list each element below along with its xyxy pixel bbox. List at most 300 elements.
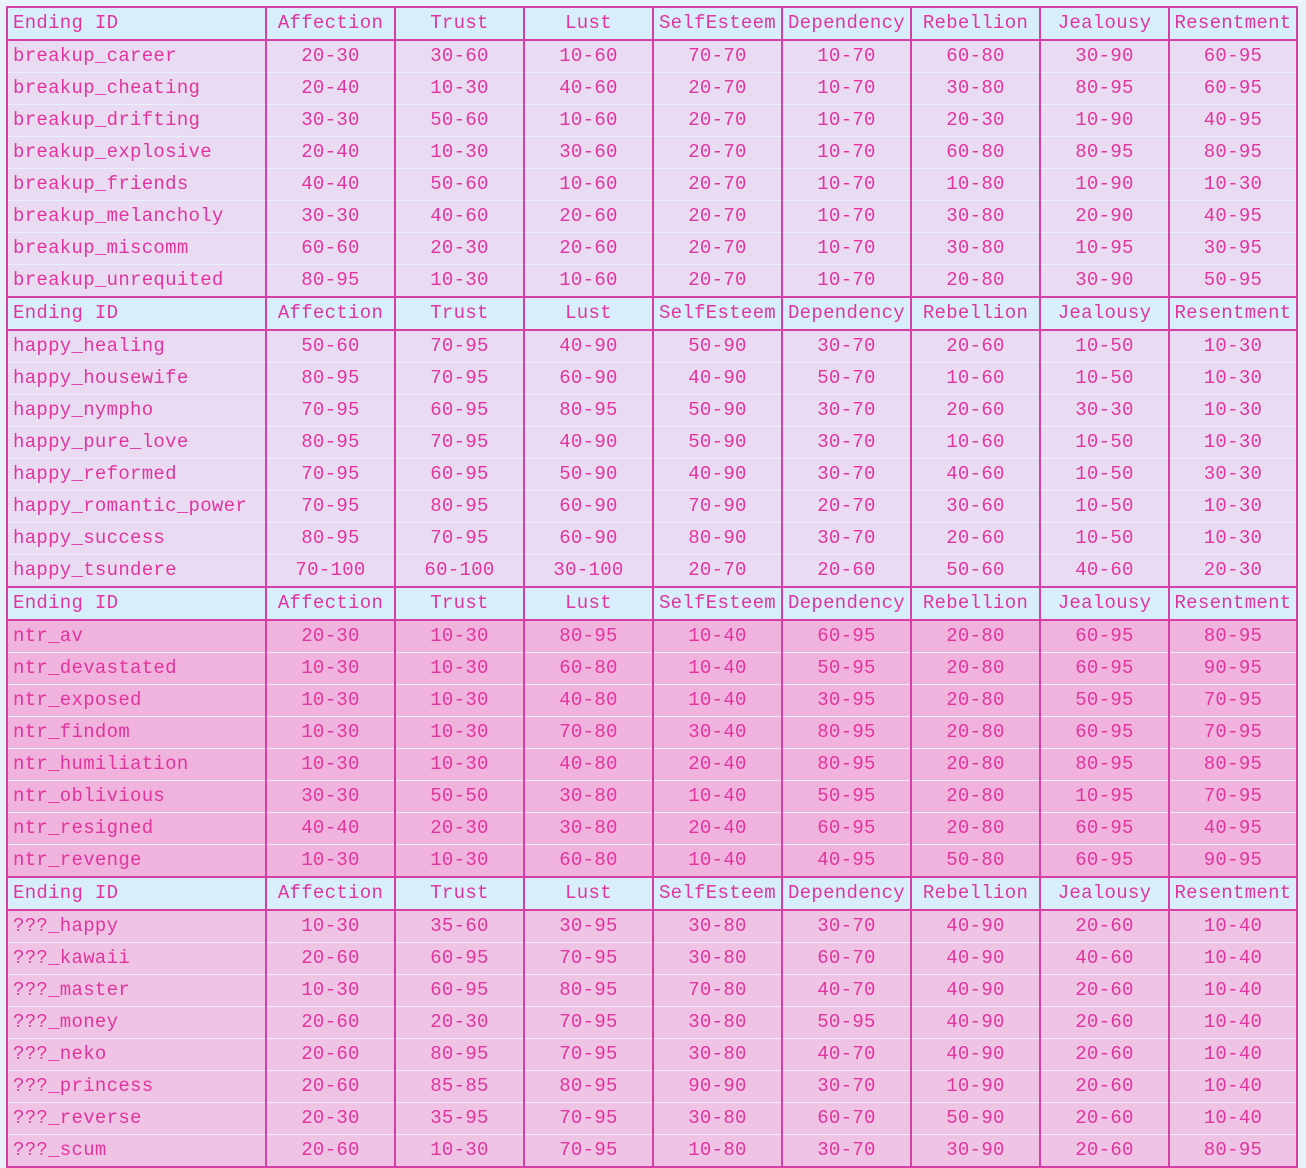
cell-dependency[interactable]: 40-95 (782, 845, 911, 878)
cell-jealousy[interactable]: 20-60 (1040, 1039, 1169, 1071)
cell-affection[interactable]: 20-60 (266, 1135, 395, 1168)
cell-jealousy[interactable]: 10-50 (1040, 330, 1169, 363)
cell-lust[interactable]: 80-95 (524, 620, 653, 653)
cell-dependency[interactable]: 50-70 (782, 363, 911, 395)
cell-ending-id[interactable]: ntr_devastated (7, 653, 266, 685)
cell-ending-id[interactable]: ntr_av (7, 620, 266, 653)
cell-rebellion[interactable]: 30-80 (911, 201, 1040, 233)
cell-ending-id[interactable]: happy_success (7, 523, 266, 555)
cell-resentment[interactable]: 70-95 (1169, 685, 1297, 717)
cell-lust[interactable]: 80-95 (524, 395, 653, 427)
cell-ending-id[interactable]: breakup_unrequited (7, 265, 266, 298)
column-header-resentment[interactable]: Resentment (1169, 297, 1297, 330)
cell-dependency[interactable]: 60-95 (782, 620, 911, 653)
cell-jealousy[interactable]: 60-95 (1040, 845, 1169, 878)
cell-selfesteem[interactable]: 10-80 (653, 1135, 782, 1168)
cell-selfesteem[interactable]: 70-80 (653, 975, 782, 1007)
cell-dependency[interactable]: 30-95 (782, 685, 911, 717)
cell-ending-id[interactable]: ntr_resigned (7, 813, 266, 845)
cell-jealousy[interactable]: 60-95 (1040, 653, 1169, 685)
cell-ending-id[interactable]: ???_kawaii (7, 943, 266, 975)
cell-rebellion[interactable]: 60-80 (911, 40, 1040, 73)
cell-ending-id[interactable]: ???_reverse (7, 1103, 266, 1135)
cell-trust[interactable]: 50-60 (395, 169, 524, 201)
cell-selfesteem[interactable]: 20-70 (653, 555, 782, 588)
cell-lust[interactable]: 70-95 (524, 943, 653, 975)
column-header-ending-id[interactable]: Ending ID (7, 877, 266, 910)
cell-resentment[interactable]: 60-95 (1169, 73, 1297, 105)
cell-trust[interactable]: 10-30 (395, 1135, 524, 1168)
cell-affection[interactable]: 60-60 (266, 233, 395, 265)
cell-affection[interactable]: 20-30 (266, 40, 395, 73)
cell-trust[interactable]: 70-95 (395, 427, 524, 459)
cell-trust[interactable]: 35-95 (395, 1103, 524, 1135)
cell-lust[interactable]: 30-60 (524, 137, 653, 169)
cell-dependency[interactable]: 30-70 (782, 1135, 911, 1168)
cell-ending-id[interactable]: ???_master (7, 975, 266, 1007)
cell-dependency[interactable]: 40-70 (782, 975, 911, 1007)
column-header-ending-id[interactable]: Ending ID (7, 297, 266, 330)
cell-trust[interactable]: 80-95 (395, 491, 524, 523)
column-header-lust[interactable]: Lust (524, 297, 653, 330)
cell-lust[interactable]: 50-90 (524, 459, 653, 491)
cell-affection[interactable]: 70-100 (266, 555, 395, 588)
column-header-selfesteem[interactable]: SelfEsteem (653, 7, 782, 40)
cell-resentment[interactable]: 10-30 (1169, 427, 1297, 459)
cell-dependency[interactable]: 30-70 (782, 330, 911, 363)
column-header-resentment[interactable]: Resentment (1169, 587, 1297, 620)
cell-ending-id[interactable]: breakup_cheating (7, 73, 266, 105)
cell-jealousy[interactable]: 40-60 (1040, 555, 1169, 588)
cell-lust[interactable]: 70-95 (524, 1103, 653, 1135)
cell-dependency[interactable]: 30-70 (782, 523, 911, 555)
cell-resentment[interactable]: 10-30 (1169, 169, 1297, 201)
cell-resentment[interactable]: 90-95 (1169, 845, 1297, 878)
cell-trust[interactable]: 10-30 (395, 265, 524, 298)
cell-resentment[interactable]: 10-40 (1169, 910, 1297, 943)
cell-ending-id[interactable]: ???_neko (7, 1039, 266, 1071)
cell-trust[interactable]: 60-100 (395, 555, 524, 588)
cell-resentment[interactable]: 40-95 (1169, 105, 1297, 137)
cell-affection[interactable]: 70-95 (266, 459, 395, 491)
cell-dependency[interactable]: 30-70 (782, 459, 911, 491)
column-header-dependency[interactable]: Dependency (782, 587, 911, 620)
cell-rebellion[interactable]: 40-60 (911, 459, 1040, 491)
cell-selfesteem[interactable]: 10-40 (653, 781, 782, 813)
cell-ending-id[interactable]: happy_romantic_power (7, 491, 266, 523)
cell-ending-id[interactable]: happy_tsundere (7, 555, 266, 588)
cell-rebellion[interactable]: 10-80 (911, 169, 1040, 201)
cell-jealousy[interactable]: 10-50 (1040, 427, 1169, 459)
cell-trust[interactable]: 20-30 (395, 233, 524, 265)
cell-selfesteem[interactable]: 20-70 (653, 233, 782, 265)
cell-lust[interactable]: 70-80 (524, 717, 653, 749)
cell-lust[interactable]: 40-80 (524, 685, 653, 717)
cell-lust[interactable]: 60-90 (524, 363, 653, 395)
column-header-jealousy[interactable]: Jealousy (1040, 7, 1169, 40)
cell-trust[interactable]: 10-30 (395, 749, 524, 781)
cell-dependency[interactable]: 30-70 (782, 910, 911, 943)
cell-resentment[interactable]: 10-40 (1169, 975, 1297, 1007)
cell-selfesteem[interactable]: 20-40 (653, 749, 782, 781)
column-header-affection[interactable]: Affection (266, 587, 395, 620)
cell-rebellion[interactable]: 40-90 (911, 1007, 1040, 1039)
cell-affection[interactable]: 10-30 (266, 910, 395, 943)
cell-rebellion[interactable]: 20-60 (911, 395, 1040, 427)
cell-selfesteem[interactable]: 40-90 (653, 459, 782, 491)
cell-resentment[interactable]: 40-95 (1169, 201, 1297, 233)
cell-resentment[interactable]: 10-30 (1169, 395, 1297, 427)
cell-dependency[interactable]: 60-70 (782, 1103, 911, 1135)
cell-lust[interactable]: 80-95 (524, 1071, 653, 1103)
cell-selfesteem[interactable]: 30-80 (653, 910, 782, 943)
cell-jealousy[interactable]: 60-95 (1040, 620, 1169, 653)
cell-jealousy[interactable]: 30-90 (1040, 40, 1169, 73)
column-header-selfesteem[interactable]: SelfEsteem (653, 587, 782, 620)
cell-selfesteem[interactable]: 10-40 (653, 845, 782, 878)
cell-affection[interactable]: 20-60 (266, 943, 395, 975)
column-header-dependency[interactable]: Dependency (782, 297, 911, 330)
cell-rebellion[interactable]: 20-80 (911, 781, 1040, 813)
cell-selfesteem[interactable]: 20-70 (653, 201, 782, 233)
cell-jealousy[interactable]: 80-95 (1040, 749, 1169, 781)
cell-ending-id[interactable]: happy_healing (7, 330, 266, 363)
cell-trust[interactable]: 70-95 (395, 523, 524, 555)
cell-dependency[interactable]: 10-70 (782, 265, 911, 298)
cell-selfesteem[interactable]: 80-90 (653, 523, 782, 555)
cell-rebellion[interactable]: 30-80 (911, 233, 1040, 265)
cell-dependency[interactable]: 10-70 (782, 169, 911, 201)
cell-lust[interactable]: 70-95 (524, 1039, 653, 1071)
cell-trust[interactable]: 80-95 (395, 1039, 524, 1071)
cell-lust[interactable]: 40-80 (524, 749, 653, 781)
column-header-trust[interactable]: Trust (395, 297, 524, 330)
cell-rebellion[interactable]: 20-80 (911, 813, 1040, 845)
cell-ending-id[interactable]: ntr_exposed (7, 685, 266, 717)
cell-jealousy[interactable]: 10-95 (1040, 233, 1169, 265)
cell-dependency[interactable]: 50-95 (782, 653, 911, 685)
column-header-lust[interactable]: Lust (524, 7, 653, 40)
cell-ending-id[interactable]: ntr_findom (7, 717, 266, 749)
cell-trust[interactable]: 40-60 (395, 201, 524, 233)
cell-rebellion[interactable]: 30-80 (911, 73, 1040, 105)
cell-ending-id[interactable]: happy_nympho (7, 395, 266, 427)
cell-dependency[interactable]: 50-95 (782, 1007, 911, 1039)
cell-lust[interactable]: 20-60 (524, 201, 653, 233)
cell-ending-id[interactable]: ???_money (7, 1007, 266, 1039)
cell-affection[interactable]: 10-30 (266, 749, 395, 781)
cell-jealousy[interactable]: 20-60 (1040, 1007, 1169, 1039)
cell-resentment[interactable]: 80-95 (1169, 620, 1297, 653)
cell-ending-id[interactable]: breakup_drifting (7, 105, 266, 137)
cell-resentment[interactable]: 10-40 (1169, 1039, 1297, 1071)
column-header-ending-id[interactable]: Ending ID (7, 587, 266, 620)
column-header-trust[interactable]: Trust (395, 877, 524, 910)
cell-jealousy[interactable]: 60-95 (1040, 717, 1169, 749)
cell-rebellion[interactable]: 30-60 (911, 491, 1040, 523)
cell-affection[interactable]: 40-40 (266, 169, 395, 201)
cell-ending-id[interactable]: happy_reformed (7, 459, 266, 491)
cell-lust[interactable]: 60-80 (524, 653, 653, 685)
cell-trust[interactable]: 10-30 (395, 73, 524, 105)
cell-selfesteem[interactable]: 50-90 (653, 427, 782, 459)
cell-trust[interactable]: 70-95 (395, 330, 524, 363)
cell-ending-id[interactable]: ???_happy (7, 910, 266, 943)
cell-jealousy[interactable]: 10-50 (1040, 363, 1169, 395)
column-header-rebellion[interactable]: Rebellion (911, 297, 1040, 330)
cell-resentment[interactable]: 80-95 (1169, 137, 1297, 169)
cell-affection[interactable]: 20-40 (266, 137, 395, 169)
cell-resentment[interactable]: 90-95 (1169, 653, 1297, 685)
cell-rebellion[interactable]: 40-90 (911, 943, 1040, 975)
cell-dependency[interactable]: 30-70 (782, 395, 911, 427)
cell-jealousy[interactable]: 50-95 (1040, 685, 1169, 717)
column-header-trust[interactable]: Trust (395, 7, 524, 40)
column-header-jealousy[interactable]: Jealousy (1040, 587, 1169, 620)
cell-trust[interactable]: 20-30 (395, 1007, 524, 1039)
cell-ending-id[interactable]: breakup_friends (7, 169, 266, 201)
cell-lust[interactable]: 60-90 (524, 491, 653, 523)
cell-ending-id[interactable]: ???_scum (7, 1135, 266, 1168)
cell-resentment[interactable]: 10-30 (1169, 330, 1297, 363)
cell-trust[interactable]: 50-50 (395, 781, 524, 813)
column-header-resentment[interactable]: Resentment (1169, 877, 1297, 910)
cell-lust[interactable]: 30-95 (524, 910, 653, 943)
cell-ending-id[interactable]: ntr_oblivious (7, 781, 266, 813)
column-header-selfesteem[interactable]: SelfEsteem (653, 297, 782, 330)
cell-affection[interactable]: 80-95 (266, 523, 395, 555)
cell-affection[interactable]: 10-30 (266, 975, 395, 1007)
cell-rebellion[interactable]: 50-60 (911, 555, 1040, 588)
cell-trust[interactable]: 10-30 (395, 717, 524, 749)
column-header-dependency[interactable]: Dependency (782, 7, 911, 40)
column-header-dependency[interactable]: Dependency (782, 877, 911, 910)
cell-resentment[interactable]: 70-95 (1169, 781, 1297, 813)
cell-dependency[interactable]: 40-70 (782, 1039, 911, 1071)
cell-selfesteem[interactable]: 10-40 (653, 685, 782, 717)
cell-selfesteem[interactable]: 30-80 (653, 1103, 782, 1135)
column-header-resentment[interactable]: Resentment (1169, 7, 1297, 40)
cell-rebellion[interactable]: 40-90 (911, 975, 1040, 1007)
cell-affection[interactable]: 10-30 (266, 685, 395, 717)
column-header-rebellion[interactable]: Rebellion (911, 7, 1040, 40)
cell-selfesteem[interactable]: 20-40 (653, 813, 782, 845)
cell-affection[interactable]: 70-95 (266, 491, 395, 523)
cell-dependency[interactable]: 60-95 (782, 813, 911, 845)
cell-resentment[interactable]: 10-40 (1169, 1071, 1297, 1103)
cell-dependency[interactable]: 10-70 (782, 105, 911, 137)
cell-affection[interactable]: 30-30 (266, 201, 395, 233)
cell-dependency[interactable]: 80-95 (782, 749, 911, 781)
cell-trust[interactable]: 10-30 (395, 845, 524, 878)
column-header-selfesteem[interactable]: SelfEsteem (653, 877, 782, 910)
cell-jealousy[interactable]: 20-60 (1040, 975, 1169, 1007)
cell-selfesteem[interactable]: 70-90 (653, 491, 782, 523)
cell-affection[interactable]: 20-60 (266, 1007, 395, 1039)
cell-rebellion[interactable]: 20-80 (911, 685, 1040, 717)
cell-trust[interactable]: 60-95 (395, 459, 524, 491)
column-header-trust[interactable]: Trust (395, 587, 524, 620)
cell-rebellion[interactable]: 60-80 (911, 137, 1040, 169)
column-header-affection[interactable]: Affection (266, 7, 395, 40)
cell-selfesteem[interactable]: 90-90 (653, 1071, 782, 1103)
cell-jealousy[interactable]: 10-50 (1040, 491, 1169, 523)
cell-ending-id[interactable]: ntr_humiliation (7, 749, 266, 781)
cell-rebellion[interactable]: 20-80 (911, 653, 1040, 685)
cell-dependency[interactable]: 60-70 (782, 943, 911, 975)
cell-jealousy[interactable]: 60-95 (1040, 813, 1169, 845)
cell-rebellion[interactable]: 50-80 (911, 845, 1040, 878)
cell-lust[interactable]: 10-60 (524, 265, 653, 298)
cell-affection[interactable]: 20-30 (266, 620, 395, 653)
cell-trust[interactable]: 85-85 (395, 1071, 524, 1103)
cell-resentment[interactable]: 80-95 (1169, 749, 1297, 781)
column-header-rebellion[interactable]: Rebellion (911, 877, 1040, 910)
cell-affection[interactable]: 20-60 (266, 1071, 395, 1103)
cell-ending-id[interactable]: happy_pure_love (7, 427, 266, 459)
cell-resentment[interactable]: 30-30 (1169, 459, 1297, 491)
cell-resentment[interactable]: 10-40 (1169, 1007, 1297, 1039)
cell-ending-id[interactable]: breakup_explosive (7, 137, 266, 169)
cell-selfesteem[interactable]: 20-70 (653, 73, 782, 105)
cell-trust[interactable]: 10-30 (395, 653, 524, 685)
cell-selfesteem[interactable]: 50-90 (653, 330, 782, 363)
cell-selfesteem[interactable]: 10-40 (653, 653, 782, 685)
column-header-lust[interactable]: Lust (524, 587, 653, 620)
column-header-rebellion[interactable]: Rebellion (911, 587, 1040, 620)
cell-lust[interactable]: 20-60 (524, 233, 653, 265)
cell-resentment[interactable]: 10-40 (1169, 1103, 1297, 1135)
cell-affection[interactable]: 80-95 (266, 427, 395, 459)
column-header-jealousy[interactable]: Jealousy (1040, 297, 1169, 330)
cell-selfesteem[interactable]: 30-80 (653, 943, 782, 975)
cell-ending-id[interactable]: happy_housewife (7, 363, 266, 395)
cell-resentment[interactable]: 20-30 (1169, 555, 1297, 588)
column-header-jealousy[interactable]: Jealousy (1040, 877, 1169, 910)
cell-ending-id[interactable]: ???_princess (7, 1071, 266, 1103)
cell-selfesteem[interactable]: 30-80 (653, 1039, 782, 1071)
cell-dependency[interactable]: 10-70 (782, 137, 911, 169)
cell-rebellion[interactable]: 40-90 (911, 1039, 1040, 1071)
cell-rebellion[interactable]: 20-60 (911, 523, 1040, 555)
cell-dependency[interactable]: 10-70 (782, 201, 911, 233)
cell-dependency[interactable]: 10-70 (782, 73, 911, 105)
cell-affection[interactable]: 30-30 (266, 781, 395, 813)
cell-resentment[interactable]: 30-95 (1169, 233, 1297, 265)
cell-ending-id[interactable]: breakup_melancholy (7, 201, 266, 233)
cell-resentment[interactable]: 50-95 (1169, 265, 1297, 298)
cell-rebellion[interactable]: 20-80 (911, 717, 1040, 749)
cell-ending-id[interactable]: ntr_revenge (7, 845, 266, 878)
cell-rebellion[interactable]: 50-90 (911, 1103, 1040, 1135)
cell-resentment[interactable]: 10-30 (1169, 491, 1297, 523)
cell-rebellion[interactable]: 20-60 (911, 330, 1040, 363)
cell-lust[interactable]: 10-60 (524, 40, 653, 73)
cell-jealousy[interactable]: 10-90 (1040, 105, 1169, 137)
cell-selfesteem[interactable]: 20-70 (653, 105, 782, 137)
cell-resentment[interactable]: 80-95 (1169, 1135, 1297, 1168)
cell-rebellion[interactable]: 30-90 (911, 1135, 1040, 1168)
cell-trust[interactable]: 60-95 (395, 395, 524, 427)
cell-affection[interactable]: 50-60 (266, 330, 395, 363)
cell-affection[interactable]: 30-30 (266, 105, 395, 137)
cell-rebellion[interactable]: 10-60 (911, 363, 1040, 395)
cell-rebellion[interactable]: 10-90 (911, 1071, 1040, 1103)
cell-lust[interactable]: 10-60 (524, 169, 653, 201)
cell-dependency[interactable]: 20-60 (782, 555, 911, 588)
cell-selfesteem[interactable]: 30-80 (653, 1007, 782, 1039)
cell-affection[interactable]: 80-95 (266, 363, 395, 395)
cell-jealousy[interactable]: 20-60 (1040, 1103, 1169, 1135)
column-header-ending-id[interactable]: Ending ID (7, 7, 266, 40)
cell-trust[interactable]: 35-60 (395, 910, 524, 943)
cell-rebellion[interactable]: 10-60 (911, 427, 1040, 459)
cell-dependency[interactable]: 30-70 (782, 427, 911, 459)
cell-ending-id[interactable]: breakup_career (7, 40, 266, 73)
cell-resentment[interactable]: 70-95 (1169, 717, 1297, 749)
cell-trust[interactable]: 50-60 (395, 105, 524, 137)
cell-jealousy[interactable]: 10-95 (1040, 781, 1169, 813)
cell-trust[interactable]: 10-30 (395, 685, 524, 717)
cell-jealousy[interactable]: 10-90 (1040, 169, 1169, 201)
cell-ending-id[interactable]: breakup_miscomm (7, 233, 266, 265)
cell-rebellion[interactable]: 20-30 (911, 105, 1040, 137)
cell-lust[interactable]: 40-60 (524, 73, 653, 105)
column-header-affection[interactable]: Affection (266, 297, 395, 330)
cell-jealousy[interactable]: 80-95 (1040, 73, 1169, 105)
cell-trust[interactable]: 10-30 (395, 620, 524, 653)
cell-jealousy[interactable]: 10-50 (1040, 459, 1169, 491)
cell-trust[interactable]: 70-95 (395, 363, 524, 395)
cell-lust[interactable]: 70-95 (524, 1007, 653, 1039)
cell-rebellion[interactable]: 20-80 (911, 749, 1040, 781)
cell-rebellion[interactable]: 40-90 (911, 910, 1040, 943)
cell-jealousy[interactable]: 20-60 (1040, 910, 1169, 943)
cell-affection[interactable]: 10-30 (266, 717, 395, 749)
cell-jealousy[interactable]: 20-60 (1040, 1071, 1169, 1103)
cell-resentment[interactable]: 10-30 (1169, 363, 1297, 395)
cell-affection[interactable]: 10-30 (266, 845, 395, 878)
cell-selfesteem[interactable]: 20-70 (653, 137, 782, 169)
cell-selfesteem[interactable]: 20-70 (653, 169, 782, 201)
cell-selfesteem[interactable]: 50-90 (653, 395, 782, 427)
cell-dependency[interactable]: 30-70 (782, 1071, 911, 1103)
cell-jealousy[interactable]: 20-60 (1040, 1135, 1169, 1168)
cell-jealousy[interactable]: 80-95 (1040, 137, 1169, 169)
cell-affection[interactable]: 20-30 (266, 1103, 395, 1135)
cell-trust[interactable]: 10-30 (395, 137, 524, 169)
cell-lust[interactable]: 60-80 (524, 845, 653, 878)
cell-affection[interactable]: 80-95 (266, 265, 395, 298)
cell-trust[interactable]: 30-60 (395, 40, 524, 73)
cell-lust[interactable]: 80-95 (524, 975, 653, 1007)
cell-selfesteem[interactable]: 10-40 (653, 620, 782, 653)
cell-jealousy[interactable]: 30-30 (1040, 395, 1169, 427)
cell-jealousy[interactable]: 40-60 (1040, 943, 1169, 975)
cell-lust[interactable]: 30-80 (524, 813, 653, 845)
cell-rebellion[interactable]: 20-80 (911, 265, 1040, 298)
cell-lust[interactable]: 30-100 (524, 555, 653, 588)
cell-dependency[interactable]: 10-70 (782, 40, 911, 73)
cell-selfesteem[interactable]: 40-90 (653, 363, 782, 395)
cell-resentment[interactable]: 60-95 (1169, 40, 1297, 73)
cell-rebellion[interactable]: 20-80 (911, 620, 1040, 653)
cell-affection[interactable]: 70-95 (266, 395, 395, 427)
cell-selfesteem[interactable]: 70-70 (653, 40, 782, 73)
column-header-lust[interactable]: Lust (524, 877, 653, 910)
cell-dependency[interactable]: 80-95 (782, 717, 911, 749)
cell-affection[interactable]: 20-40 (266, 73, 395, 105)
